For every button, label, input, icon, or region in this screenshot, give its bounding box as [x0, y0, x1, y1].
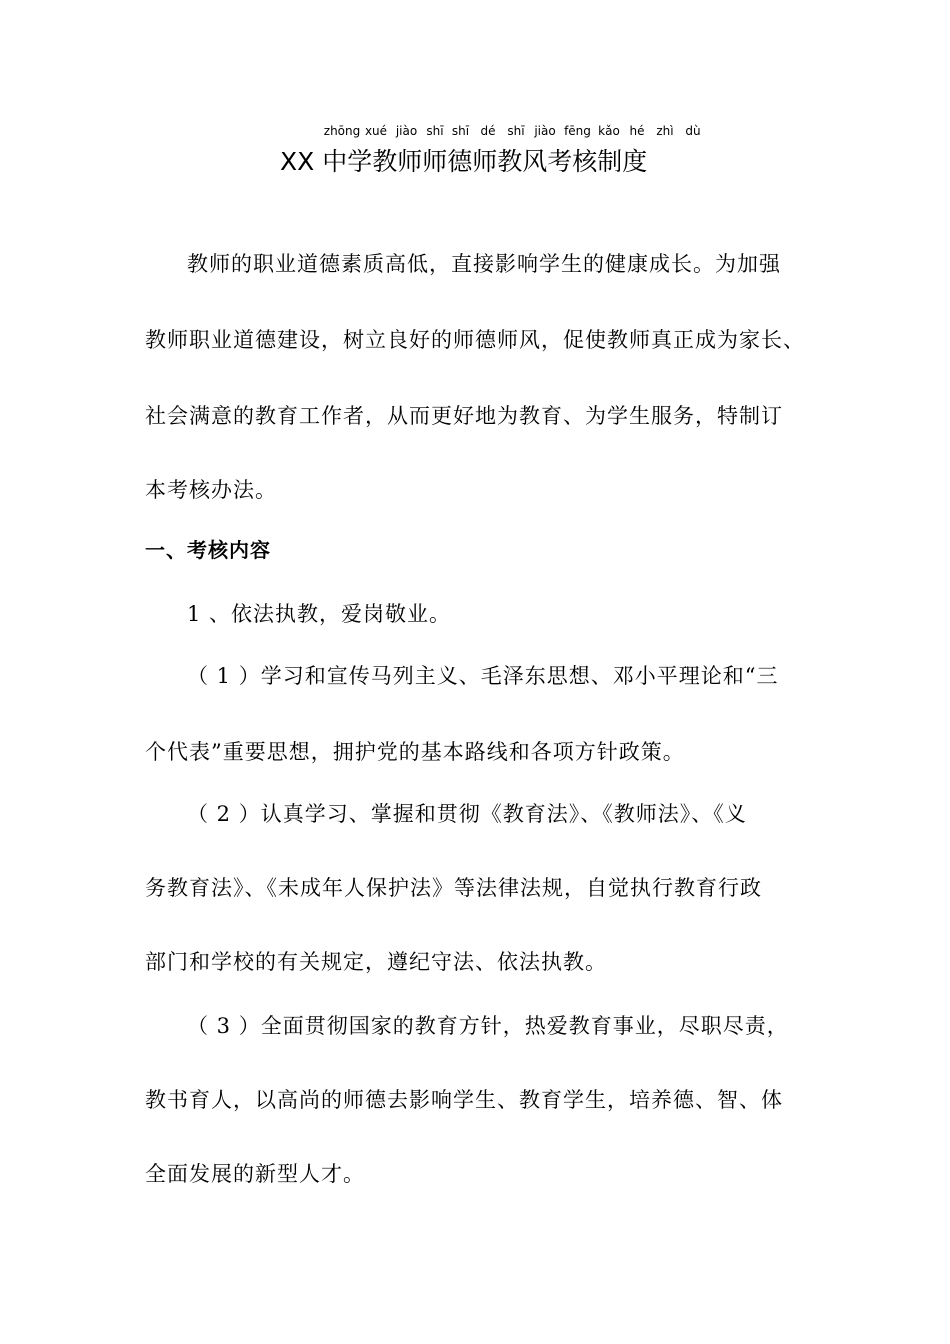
- pinyin-syllable: xué: [364, 124, 388, 138]
- pinyin-syllable: shī: [507, 124, 525, 138]
- pinyin-syllable: shī: [426, 124, 444, 138]
- list-item-title: 1 、依法执教，爱岗敬业。: [187, 602, 452, 626]
- paragraph-line: 个代表”重要思想，拥护党的基本路线和各项方针政策。: [145, 740, 685, 764]
- pinyin-syllable: zhōng: [323, 124, 361, 138]
- paragraph-line: （ 3 ）全面贯彻国家的教育方针，热爱教育事业，尽职尽责，: [187, 1014, 789, 1038]
- pinyin-syllable: fēng: [564, 124, 591, 138]
- intro-line: 本考核办法。: [145, 478, 277, 502]
- pinyin-syllable: hé: [629, 124, 645, 138]
- paragraph-line: 教书育人，以高尚的师德去影响学生、教育学生，培养德、智、体: [145, 1088, 783, 1112]
- pinyin-syllable: shī: [451, 124, 470, 138]
- paragraph-line: （ 2 ）认真学习、掌握和贯彻《教育法》、《教师法》、《义: [187, 802, 747, 826]
- paragraph-line: 全面发展的新型人才。: [145, 1162, 365, 1186]
- intro-line: 教师的职业道德素质高低，直接影响学生的健康成长。为加强: [187, 252, 781, 276]
- intro-line: 社会满意的教育工作者，从而更好地为教育、为学生服务，特制订: [145, 404, 783, 428]
- pinyin-syllable: jiào: [534, 124, 556, 138]
- section-heading: 一、考核内容: [145, 538, 271, 562]
- title-pinyin: [322, 124, 707, 138]
- pinyin-syllable: dé: [480, 124, 496, 138]
- paragraph-line: （ 1 ）学习和宣传马列主义、毛泽东思想、邓小平理论和“三: [187, 664, 779, 688]
- pinyin-syllable: jiào: [395, 124, 418, 138]
- intro-line: 教师职业道德建设，树立良好的师德师风，促使教师真正成为家长、: [145, 328, 805, 352]
- page-title: XX 中学教师师德师教风考核制度: [280, 147, 648, 176]
- pinyin-syllable: zhì: [656, 124, 674, 138]
- pinyin-syllable: kǎo: [598, 124, 620, 138]
- paragraph-line: 部门和学校的有关规定，遵纪守法、依法执教。: [145, 950, 607, 974]
- pinyin-syllable: dù: [685, 124, 701, 138]
- paragraph-line: 务教育法》、《未成年人保护法》等法律法规，自觉执行教育行政: [145, 876, 762, 900]
